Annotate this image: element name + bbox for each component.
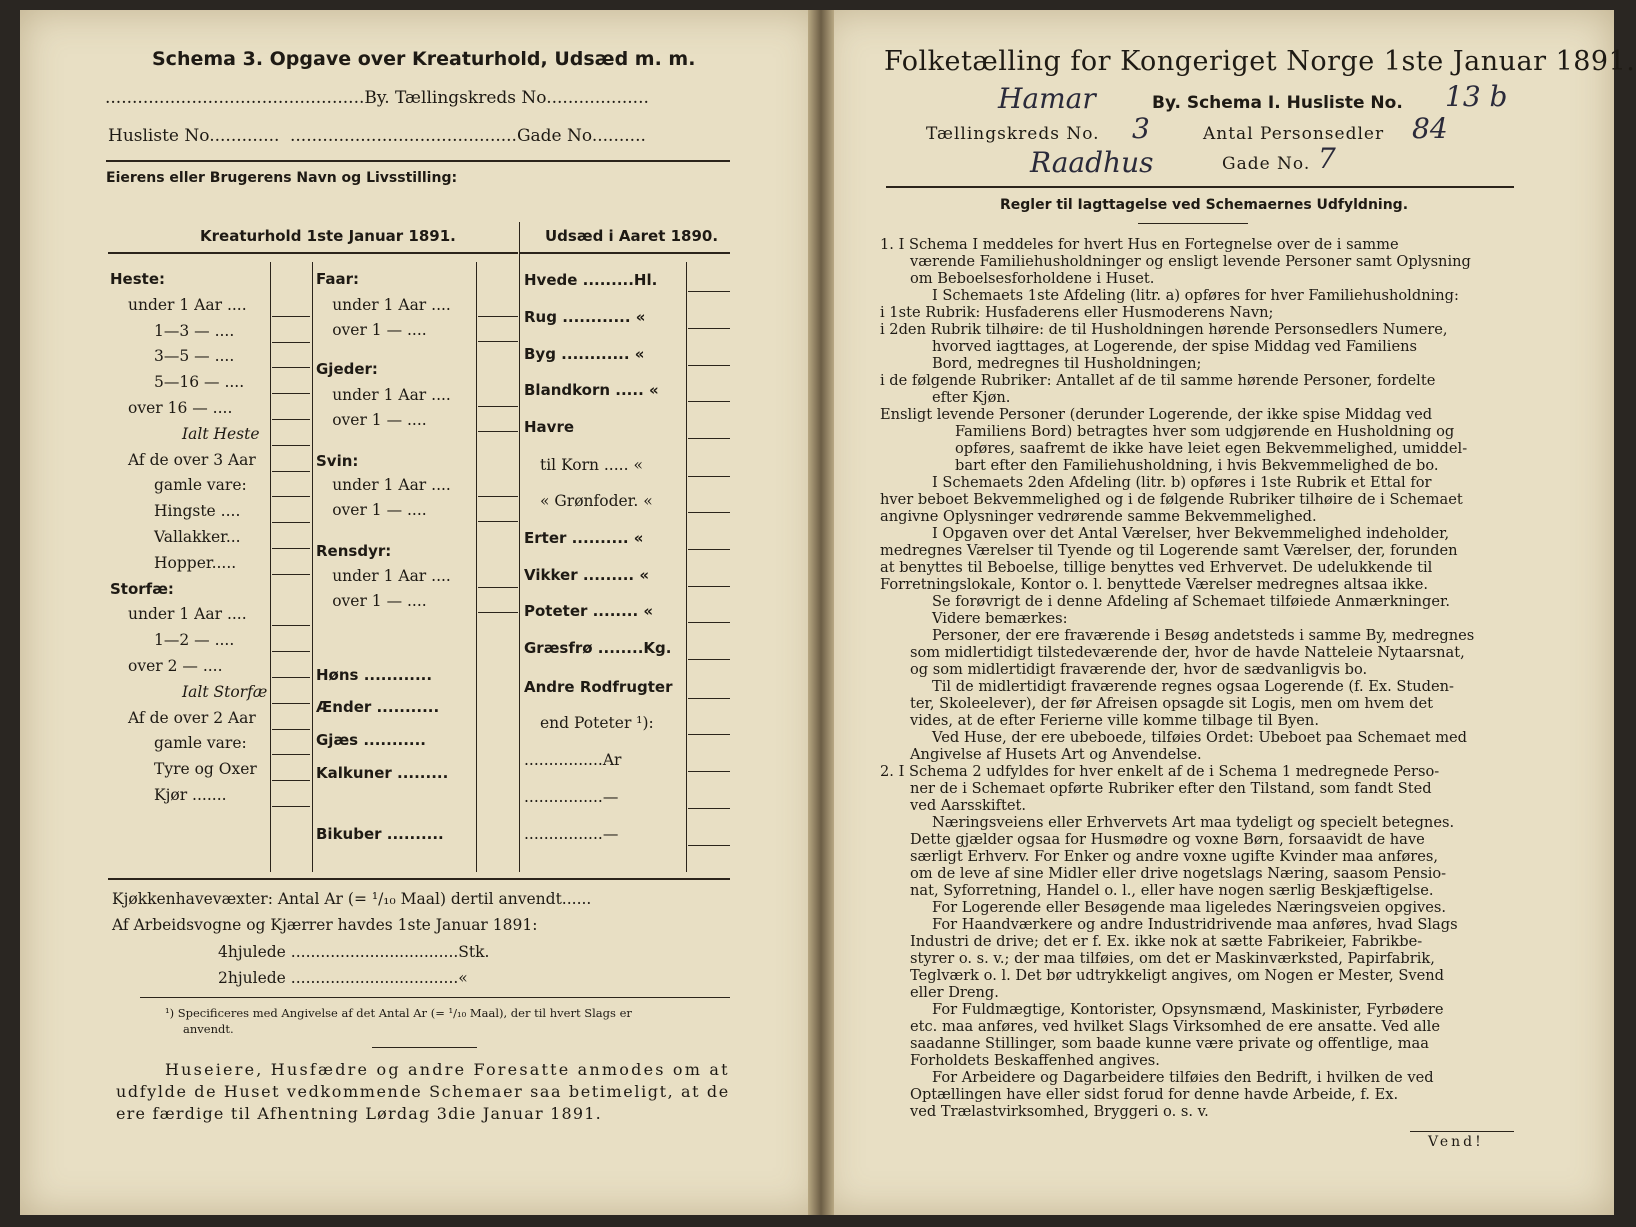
rules-title-rule [1138,223,1248,224]
form-row-label: gamle vare: [154,734,247,753]
by-tellingskreds-line: ................................................By. Tællingskreds No................... [105,88,649,108]
rules-line: hver beboet Bekvemmelighed og i de følgende Rubriker tilhøire de i Schemaet [880,491,1463,508]
form-row-label: Rensdyr: [316,542,392,560]
form-row-label: Faar: [316,270,360,288]
rules-line: værende Familiehusholdninger og ensligt levende Personer samt Oplysning [910,253,1471,270]
col3-value-line-a [686,262,687,872]
form-row-label: under 1 Aar .... [332,386,451,404]
form-row-label: Blandkorn ..... « [524,381,659,399]
form-row-label: Ialt Heste [182,424,260,443]
form-row-label: ................— [524,825,619,843]
form-row-label: 5—16 — .... [154,373,245,392]
form-row-label: Hvede .........Hl. [524,271,658,289]
form-row-label: Hingste .... [154,502,241,521]
rules-line: Forretningslokale, Kontor o. l. benyttede Værelser medregnes altsaa ikke. [880,576,1429,593]
footnote-line2: anvendt. [183,1022,234,1036]
form-value-blank [272,342,310,343]
form-value-blank [272,703,310,704]
rule-header-right [520,252,730,254]
form-value-blank [688,808,730,809]
arbeidsvogne-line: Af Arbeidsvogne og Kjærrer havdes 1ste Januar 1891: [112,916,538,934]
form-row-label: Af de over 2 Aar [128,708,256,727]
rules-line: Næringsveiens eller Erhvervets Art maa tydeligt og specielt betegnes. [932,814,1455,831]
form-row-label: Heste: [110,270,165,288]
form-row-label: over 16 — .... [128,399,233,417]
rules-line: ner de i Schemaet opførte Rubriker efter den Tilstand, som fandt Sted [910,780,1432,797]
form-value-blank [272,496,310,497]
form-value-blank [272,522,310,523]
rules-line: For Fuldmægtige, Kontorister, Opsynsmænd, Maskinister, Fyrbødere [932,1001,1444,1018]
rules-line: 1. I Schema I meddeles for hvert Hus en Fortegnelse over de i samme [880,236,1399,253]
schema3-title: Schema 3. Opgave over Kreaturhold, Udsæd m. m. [152,48,696,70]
rule-bottom [108,878,730,880]
rules-line: ter, Skoleelever), der før Afreisen opsagde sit Logis, men om hvem det [910,695,1433,712]
rules-line: Personer, der ere fraværende i Besøg andetsteds i samme By, medregnes [932,627,1475,644]
rule-footnote [140,997,730,998]
form-value-blank [272,367,310,368]
form-value-blank [688,328,730,329]
form-value-blank [272,754,310,755]
form-row-label: Erter .......... « [524,529,644,547]
form-value-blank [272,651,310,652]
form-row-label: ................Ar [524,751,622,769]
kjokken-line: Kjøkkenhavevæxter: Antal Ar (= ¹/₁₀ Maal) dertil anvendt...... [112,890,592,908]
form-row-label: under 1 Aar .... [332,296,451,314]
owner-label: Eierens eller Brugerens Navn og Livsstilling: [106,170,458,186]
rules-line: medregnes Værelser til Tyende og til Logerende samt Værelser, der, forunden [880,542,1458,559]
rules-line: i 2den Rubrik tilhøire: de til Husholdningen hørende Personsedlers Numere, [880,321,1448,338]
form-value-blank [272,625,310,626]
city-handwritten: Hamar [998,82,1096,115]
form-row-label: Vallakker... [154,528,241,546]
form-value-blank [272,445,310,446]
form-row-label: Byg ............ « [524,345,645,363]
form-value-blank [688,586,730,587]
form-row-label: gamle vare: [154,476,247,495]
form-row-label: Tyre og Oxer [154,760,257,779]
form-row-label: Vikker ......... « [524,566,650,584]
col1-value-line-a [270,262,271,872]
form-row-label: Andre Rodfrugter [524,678,673,696]
rules-line: opføres, saafremt de ikke have leiet egen Bekvemmelighed, umiddel- [955,440,1468,457]
gade-line: ..........................................Gade No.......... [290,126,646,146]
book-spine [808,10,834,1215]
form-value-blank [272,316,310,317]
hjul4-line: 4hjulede ..................................Stk. [218,943,490,961]
form-value-blank [688,622,730,623]
form-value-blank [688,698,730,699]
rules-line: I Schemaets 1ste Afdeling (litr. a) opføres for hver Familiehusholdning: [932,287,1459,304]
rules-line: Angivelse af Husets Art og Anvendelse. [910,746,1202,763]
form-value-blank [688,291,730,292]
rules-line: særligt Erhverv. For Enker og andre voxne ugifte Kvinder maa anføres, [910,848,1438,865]
form-row-label: Bikuber .......... [316,825,444,843]
form-row-label: under 1 Aar .... [128,295,247,314]
right-rule-top [886,186,1514,188]
form-value-blank [478,406,518,407]
kreds-label: Tællingskreds No. [926,124,1100,144]
form-value-blank [272,806,310,807]
rule-header-left [108,252,518,254]
gade-no-label: Gade No. [1222,154,1311,174]
form-row-label: Gjeder: [316,360,378,378]
form-value-blank [478,341,518,342]
kreds-handwritten: 3 [1132,112,1150,145]
rules-line: Videre bemærkes: [932,610,1068,627]
form-value-blank [688,512,730,513]
form-row-label: 1—2 — .... [154,631,235,650]
form-row-label: Gjæs ........... [316,731,427,749]
form-row-label: over 1 — .... [332,411,427,429]
rules-line: I Schemaets 2den Afdeling (litr. b) opføres i 1ste Rubrik et Ettal for [932,474,1432,491]
form-row-label: Høns ............ [316,666,433,684]
form-value-blank [688,438,730,439]
rules-line: Ved Huse, der ere ubeboede, tilføies Ordet: Ubeboet paa Schemaet med [932,729,1468,746]
request-line2: udfylde de Huset vedkommende Schemaer saa betimeligt, at de [116,1082,730,1101]
rules-line: Industri de drive; det er f. Ex. ikke nok at sætte Fabrikeier, Fabrikbe- [910,933,1423,950]
rules-line: ved Aarsskiftet. [910,797,1026,814]
rules-line: nat, Syforretning, Handel o. l., eller have nogen særlig Beskjæftigelse. [910,882,1434,899]
form-value-blank [478,431,518,432]
request-line3: ere færdige til Afhentning Lørdag 3die Januar 1891. [116,1104,602,1123]
form-row-label: Kalkuner ......... [316,764,449,782]
kreatur-header: Kreaturhold 1ste Januar 1891. [200,227,456,245]
hjul2-line: 2hjulede ..................................« [218,969,468,987]
rules-line: hvorved iagttages, at Logerende, der spise Middag ved Familiens [932,338,1417,355]
rules-line: i de følgende Rubriker: Antallet af de til samme hørende Personer, fordelte [880,372,1436,389]
rules-line: i 1ste Rubrik: Husfaderens eller Husmoderens Navn; [880,304,1274,321]
rules-line: vides, at de efter Ferierne ville komme tilbage til Byen. [910,712,1319,729]
form-row-label: over 1 — .... [332,592,427,610]
form-value-blank [688,365,730,366]
rules-line: Optællingen have eller sidst forud for denne havde Arbeide, f. Ex. [910,1086,1399,1103]
gade-no-handwritten: 7 [1318,142,1336,175]
form-value-blank [272,780,310,781]
rules-line: Forholdets Beskaffenhed angives. [910,1052,1160,1069]
form-row-label: ................— [524,788,619,806]
form-value-blank [272,471,310,472]
form-row-label: 1—3 — .... [154,321,235,340]
form-row-label: 3—5 — .... [154,347,235,366]
rules-line: Til de midlertidigt fraværende regnes ogsaa Logerende (f. Ex. Studen- [932,678,1454,695]
form-value-blank [688,549,730,550]
rules-line: Ensligt levende Personer (derunder Logerende, der ikke spise Middag ved [880,406,1433,423]
main-divider [519,222,520,872]
form-row-label: under 1 Aar .... [128,605,247,624]
form-value-blank [688,659,730,660]
form-row-label: end Poteter ¹): [540,714,654,732]
vend-rule [1410,1131,1514,1132]
udsaed-header: Udsæd i Aaret 1890. [545,227,719,245]
rules-line: saadanne Stillinger, som baade kunne være private og offentlige, maa [910,1035,1429,1052]
antal-handwritten: 84 [1412,112,1448,145]
rules-line: at benyttes til Beboelse, tillige benyttes ved Erhvervet. De udelukkende til [880,559,1433,576]
rules-line: Dette gjælder ogsaa for Husmødre og voxne Børn, forsaavidt de have [910,831,1425,848]
rules-line: bart efter den Familiehusholdning, i hvis Bekvemmelighed de bo. [955,457,1439,474]
form-row-label: under 1 Aar .... [332,567,451,585]
rules-line: efter Kjøn. [932,389,1011,406]
rules-line: 2. I Schema 2 udfyldes for hver enkelt af de i Schema 1 medregnede Perso- [880,763,1440,780]
rules-line: For Logerende eller Besøgende maa ligeledes Næringsveien opgives. [932,899,1447,916]
form-value-blank [478,496,518,497]
form-value-blank [272,574,310,575]
form-value-blank [688,734,730,735]
gade-handwritten: Raadhus [1030,146,1154,179]
rule-short [372,1047,477,1048]
form-row-label: Kjør ....... [154,786,227,804]
form-row-label: Storfæ: [110,579,174,598]
rules-line: etc. maa anføres, ved hvilket Slags Virksomhed de ere ansatte. Ved alle [910,1018,1440,1035]
by-schema-label: By. Schema I. Husliste No. [1152,93,1403,113]
rules-line: For Arbeidere og Dagarbeidere tilføies den Bedrift, i hvilken de ved [932,1069,1434,1086]
rules-text [880,236,1520,1120]
rules-line: ved Trælastvirksomhed, Bryggeri o. s. v. [910,1103,1209,1120]
form-row-label: Svin: [316,452,359,470]
form-value-blank [478,316,518,317]
form-value-blank [478,521,518,522]
form-row-label: Havre [524,418,575,436]
census-title: Folketælling for Kongeriget Norge 1ste Januar 1891. [884,46,1636,77]
form-row-label: over 1 — .... [332,321,427,339]
form-row-label: over 2 — .... [128,657,223,675]
form-row-label: Poteter ........ « [524,602,654,620]
rule-top [106,160,730,162]
rules-line: angivne Oplysninger vedrørende samme Bekvemmelighed. [880,508,1317,525]
vend-label: Vend! [1428,1134,1484,1150]
form-row-label: Af de over 3 Aar [128,450,256,469]
form-value-blank [272,548,310,549]
rules-line: om de leve af sine Midler eller drive nogetslags Næring, saasom Pensio- [910,865,1447,882]
husliste-handwritten: 13 b [1445,80,1508,113]
form-value-blank [272,677,310,678]
form-row-label: til Korn ..... « [540,456,643,474]
rules-line: styrer o. s. v.; der maa tilføies, om det er Maskinværksted, Papirfabrik, [910,950,1435,967]
rules-line: Familiens Bord) betragtes hver som udgjørende en Husholdning og [955,423,1455,440]
rules-line: Teglværk o. l. Det bør udtrykkeligt angives, om Nogen er Mester, Svend [910,967,1445,984]
form-value-blank [478,612,518,613]
form-row-label: « Grønfoder. « [540,492,653,510]
form-value-blank [688,401,730,402]
form-row-label: Rug ............ « [524,308,646,326]
rules-line: om Beboelsesforholdene i Huset. [910,270,1155,287]
husliste-line: Husliste No............. [108,126,280,146]
form-row-label: over 1 — .... [332,501,427,519]
rules-line: som midlertidigt tilstedeværende der, hvor de havde Natteleie Nytaarsnat, [910,644,1465,661]
rules-line: Se forøvrigt de i denne Afdeling af Schemaet tilføiede Anmærkninger. [932,593,1451,610]
form-value-blank [688,845,730,846]
form-value-blank [272,393,310,394]
rules-line: og som midlertidigt fraværende der, hvor de sædvanligvis bo. [910,661,1368,678]
col1-value-line-b [312,262,313,872]
antal-label: Antal Personsedler [1203,124,1385,144]
form-value-blank [272,419,310,420]
form-row-label: under 1 Aar .... [332,476,451,494]
rules-line: For Haandværkere og andre Industridrivende maa anføres, hvad Slags [932,916,1458,933]
form-row-label: Hopper..... [154,553,237,572]
form-value-blank [688,476,730,477]
rules-title: Regler til Iagttagelse ved Schemaernes Udfyldning. [1000,197,1409,213]
form-value-blank [272,729,310,730]
form-value-blank [688,771,730,772]
rules-line: eller Dreng. [910,984,999,1001]
form-row-label: Ænder ........... [316,698,440,716]
rules-line: Bord, medregnes til Husholdningen; [932,355,1202,372]
footnote-line1: ¹) Specificeres med Angivelse af det Antal Ar (= ¹/₁₀ Maal), der til hvert Slags er [165,1006,632,1020]
form-row-label: Ialt Storfæ [182,682,268,701]
rules-line: I Opgaven over det Antal Værelser, hver Bekvemmelighed indeholder, [932,525,1450,542]
col2-value-line-a [476,262,477,872]
form-row-label: Græsfrø ........Kg. [524,639,672,657]
request-line1: Huseiere, Husfædre og andre Foresatte anmodes om at [165,1060,730,1079]
form-value-blank [478,587,518,588]
